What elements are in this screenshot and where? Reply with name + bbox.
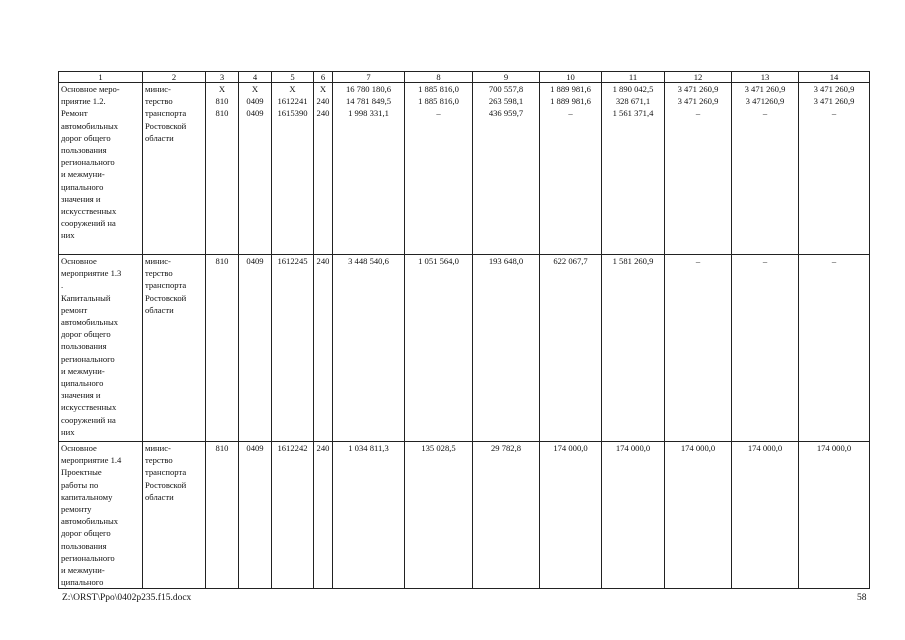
activity-name-cell-line: регионального <box>61 157 115 168</box>
section-code-column-line: 0409 <box>246 96 264 107</box>
activity-name-cell-line: ципального <box>61 181 104 192</box>
executor-cell-line: транспорта <box>145 280 187 291</box>
year-2015-column-line: 29 782,8 <box>490 443 522 453</box>
executor-cell-line: минис- <box>145 256 171 266</box>
total-column <box>333 255 405 442</box>
column-header-11: 11 <box>602 72 665 83</box>
executor-cell <box>143 442 206 589</box>
year-2020-column <box>799 442 870 589</box>
activity-name-cell <box>59 255 143 442</box>
column-header-6: 6 <box>314 72 333 83</box>
executor-cell-line: минис- <box>145 84 171 94</box>
activity-name-cell <box>59 442 143 589</box>
executor-cell-line: Ростовской <box>145 479 187 490</box>
column-header-2: 2 <box>143 72 206 83</box>
column-header-9: 9 <box>473 72 540 83</box>
year-2017-column-line: 1 890 042,5 <box>612 84 654 94</box>
table-row <box>59 255 870 442</box>
activity-name-cell-line: мероприятие 1.3 <box>61 268 122 279</box>
activity-name-cell-line: . <box>61 280 64 291</box>
column-header-14: 14 <box>799 72 870 83</box>
year-2017-column <box>602 255 665 442</box>
year-2018-column-line: – <box>695 256 701 266</box>
target-item-column-line: 1612242 <box>277 443 308 453</box>
year-2019-column <box>732 255 799 442</box>
year-2016-column-line: 174 000,0 <box>553 443 588 453</box>
activity-name-cell-line: работы по <box>61 479 99 490</box>
budget-code-column-line: 810 <box>215 256 229 266</box>
column-header-12: 12 <box>665 72 732 83</box>
column-header-7: 7 <box>333 72 405 83</box>
year-2017-column-line: 174 000,0 <box>615 443 651 453</box>
year-2018-column-line: 3 471 260,9 <box>677 96 719 107</box>
year-2020-column <box>799 255 870 442</box>
year-2018-column <box>665 83 732 255</box>
activity-name-cell <box>59 83 143 255</box>
activity-name-cell-line: ципального <box>61 577 104 588</box>
activity-name-cell-line: автомобильных <box>61 516 119 527</box>
year-2017-column-line: 1 561 371,4 <box>612 108 654 119</box>
budget-code-column <box>206 255 239 442</box>
executor-cell-line: области <box>145 304 174 315</box>
year-2020-column-line: – <box>831 108 837 119</box>
activity-name-cell-line: Проектные <box>61 467 102 478</box>
activity-name-cell-line: мероприятие 1.4 <box>61 455 122 466</box>
target-item-column <box>272 255 314 442</box>
activity-name-cell-line: Основное меро- <box>61 84 120 94</box>
activity-name-cell-line: Основное <box>61 256 97 266</box>
activity-name-cell-line: сооружений на <box>61 414 116 425</box>
year-2016-column-line: – <box>568 108 573 119</box>
year-2014-column <box>405 255 473 442</box>
year-2014-column-line: – <box>436 108 441 119</box>
executor-cell-line: области <box>145 491 174 502</box>
column-header-13: 13 <box>732 72 799 83</box>
year-2018-column <box>665 255 732 442</box>
document-file-path: Z:\ORST\Ppo\0402p235.f15.docx <box>62 593 192 603</box>
total-column-line: 1 034 811,3 <box>348 443 389 453</box>
year-2014-column-line: 1 885 816,0 <box>418 84 459 94</box>
column-header-5: 5 <box>272 72 314 83</box>
year-2016-column <box>540 255 602 442</box>
activity-name-cell-line: дорог общего <box>61 132 111 143</box>
year-2014-column-line: 135 028,5 <box>421 443 456 453</box>
executor-cell-line: Ростовской <box>145 120 187 131</box>
year-2020-column-line: 3 471 260,9 <box>813 96 855 107</box>
expense-type-column-line: 240 <box>316 443 330 453</box>
executor-cell-line: терство <box>145 96 173 107</box>
activity-name-cell-line: них <box>61 426 75 437</box>
executor-cell <box>143 83 206 255</box>
year-2018-column-line: 3 471 260,9 <box>677 84 719 94</box>
year-2016-column-line: 1 889 981,6 <box>550 96 591 107</box>
page-number: 58 <box>857 593 867 603</box>
target-item-column-line: 1615390 <box>277 108 308 119</box>
executor-cell-line: области <box>145 132 174 143</box>
executor-cell-line: транспорта <box>145 467 187 478</box>
activity-name-cell-line: регионального <box>61 552 115 563</box>
activity-name-cell-line: значения и <box>61 193 101 204</box>
year-2014-column <box>405 83 473 255</box>
activity-name-cell-line: и межмуни- <box>61 365 105 376</box>
year-2019-column-line: 3 471 260,9 <box>744 84 786 94</box>
year-2020-column-line: 174 000,0 <box>816 443 852 453</box>
budget-code-column-line: 810 <box>215 96 229 107</box>
year-2015-column <box>473 255 540 442</box>
year-2016-column-line: 1 889 981,6 <box>550 84 591 94</box>
budget-code-column-line: Х <box>218 84 226 94</box>
section-code-column <box>239 255 272 442</box>
activity-name-cell-line: и межмуни- <box>61 565 105 576</box>
executor-cell-line: Ростовской <box>145 292 187 303</box>
year-2014-column-line: 1 885 816,0 <box>418 96 459 107</box>
budget-table <box>58 71 870 589</box>
year-2015-column-line: 700 557,8 <box>488 84 524 94</box>
activity-name-cell-line: автомобильных <box>61 120 119 131</box>
activity-name-cell-line: и межмуни- <box>61 169 105 180</box>
budget-code-column <box>206 442 239 589</box>
year-2020-column-line: – <box>831 256 837 266</box>
section-code-column-line: Х <box>251 84 259 94</box>
year-2018-column-line: 174 000,0 <box>680 443 716 453</box>
total-column <box>333 83 405 255</box>
year-2019-column-line: 3 471260,9 <box>745 96 785 107</box>
expense-type-column-line: 240 <box>316 108 330 119</box>
column-header-4: 4 <box>239 72 272 83</box>
expense-type-column-line: Х <box>319 84 327 94</box>
total-column-line: 16 780 180,6 <box>345 84 392 94</box>
target-item-column-line: 1612241 <box>277 96 308 107</box>
budget-code-column-line: 810 <box>215 108 229 119</box>
target-item-column <box>272 83 314 255</box>
total-column-line: 1 998 331,1 <box>348 108 389 119</box>
year-2015-column <box>473 442 540 589</box>
activity-name-cell-line: капитальному <box>61 491 113 502</box>
target-item-column-line: Х <box>289 84 296 94</box>
expense-type-column <box>314 83 333 255</box>
activity-name-cell-line: искусственных <box>61 206 117 217</box>
expense-type-column <box>314 442 333 589</box>
table-row <box>59 442 870 589</box>
year-2019-column <box>732 442 799 589</box>
section-code-column <box>239 442 272 589</box>
activity-name-cell-line: дорог общего <box>61 528 111 539</box>
expense-type-column <box>314 255 333 442</box>
activity-name-cell-line: пользования <box>61 540 107 551</box>
section-code-column-line: 0409 <box>246 108 264 119</box>
total-column <box>333 442 405 589</box>
activity-name-cell-line: регионального <box>61 353 115 364</box>
column-number-row <box>59 72 870 83</box>
executor-cell-line: терство <box>145 268 173 279</box>
activity-name-cell-line: Ремонт <box>61 108 88 119</box>
activity-name-cell-line: ципального <box>61 378 104 389</box>
year-2017-column <box>602 442 665 589</box>
activity-name-cell-line: автомобильных <box>61 317 119 328</box>
year-2015-column <box>473 83 540 255</box>
column-header-3: 3 <box>206 72 239 83</box>
activity-name-cell-line: ремонт <box>61 304 88 315</box>
year-2019-column-line: 174 000,0 <box>747 443 783 453</box>
expense-type-column-line: 240 <box>316 96 330 107</box>
year-2019-column-line: – <box>762 256 768 266</box>
year-2019-column <box>732 83 799 255</box>
column-header-10: 10 <box>540 72 602 83</box>
year-2016-column <box>540 442 602 589</box>
activity-name-cell-line: приятие 1.2. <box>61 96 106 107</box>
budget-code-column <box>206 83 239 255</box>
year-2017-column-line: 328 671,1 <box>615 96 651 107</box>
year-2020-column <box>799 83 870 255</box>
activity-name-cell-line: пользования <box>61 145 107 156</box>
executor-cell <box>143 255 206 442</box>
total-column-line: 3 448 540,6 <box>348 256 389 266</box>
target-item-column-line: 1612245 <box>277 256 308 266</box>
budget-code-column-line: 810 <box>215 443 229 453</box>
year-2015-column-line: 436 959,7 <box>488 108 524 119</box>
section-code-column <box>239 83 272 255</box>
section-code-column-line: 0409 <box>246 443 264 453</box>
activity-name-cell-line: искусственных <box>61 402 117 413</box>
year-2018-column-line: – <box>695 108 701 119</box>
column-header-8: 8 <box>405 72 473 83</box>
activity-name-cell-line: них <box>61 230 75 241</box>
total-column-line: 14 781 849,5 <box>345 96 392 107</box>
year-2016-column <box>540 83 602 255</box>
target-item-column <box>272 442 314 589</box>
section-code-column-line: 0409 <box>246 256 264 266</box>
year-2019-column-line: – <box>762 108 768 119</box>
activity-name-cell-line: значения и <box>61 390 101 401</box>
executor-cell-line: транспорта <box>145 108 187 119</box>
activity-name-cell-line: Основное <box>61 443 97 453</box>
year-2020-column-line: 3 471 260,9 <box>813 84 855 94</box>
executor-cell-line: терство <box>145 455 173 466</box>
table-row <box>59 83 870 255</box>
activity-name-cell-line: Капитальный <box>61 292 111 303</box>
year-2015-column-line: 193 648,0 <box>488 256 524 266</box>
expense-type-column-line: 240 <box>316 256 330 266</box>
column-header-1: 1 <box>59 72 143 83</box>
activity-name-cell-line: дорог общего <box>61 329 111 340</box>
executor-cell-line: минис- <box>145 443 171 453</box>
activity-name-cell-line: ремонту <box>61 504 92 515</box>
year-2016-column-line: 622 067,7 <box>553 256 588 266</box>
activity-name-cell-line: пользования <box>61 341 107 352</box>
year-2015-column-line: 263 598,1 <box>488 96 524 107</box>
activity-name-cell-line: сооружений на <box>61 218 116 229</box>
year-2014-column-line: 1 051 564,0 <box>418 256 459 266</box>
year-2014-column <box>405 442 473 589</box>
year-2017-column <box>602 83 665 255</box>
year-2018-column <box>665 442 732 589</box>
year-2017-column-line: 1 581 260,9 <box>612 256 654 266</box>
